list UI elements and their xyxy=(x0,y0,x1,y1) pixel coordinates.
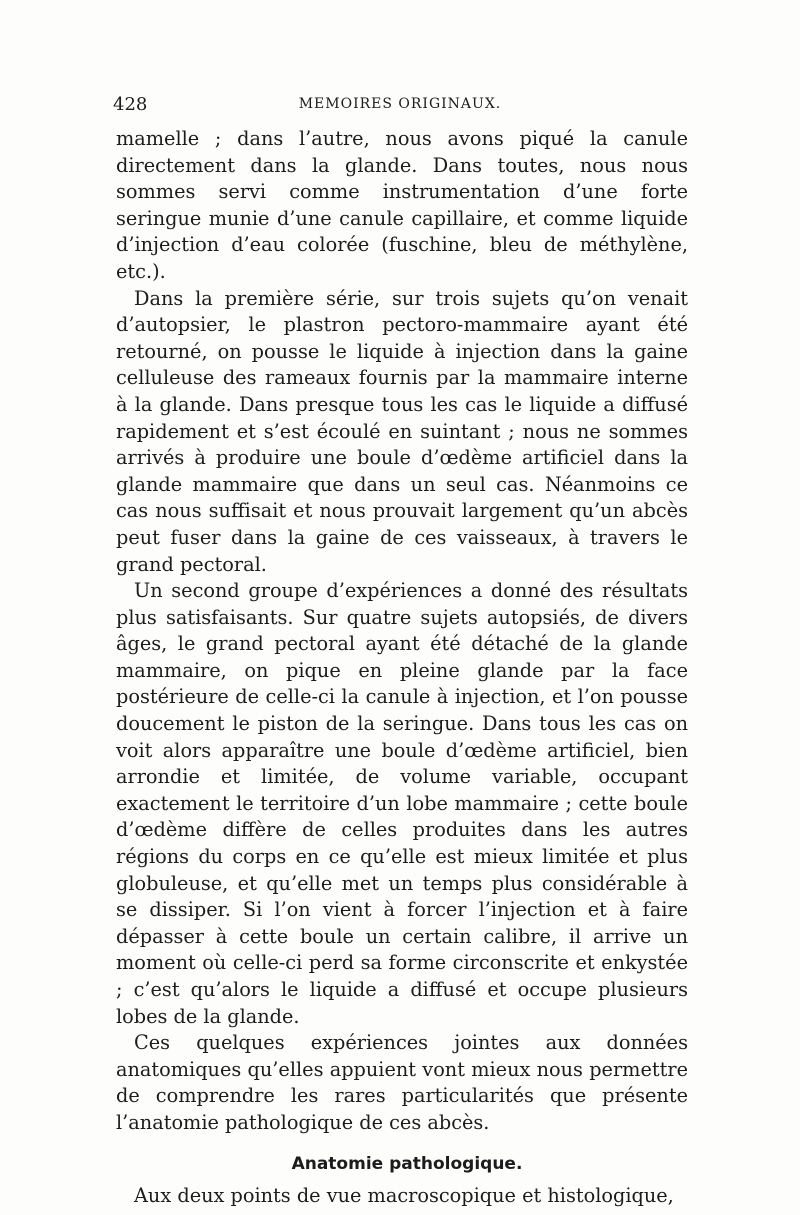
running-head: MEMOIRES ORIGINAUX. xyxy=(298,96,502,112)
paragraph-conclusion: Ces quelques expériences jointes aux données anatomiques qu’elles appuient vont mieux nous permettre de comprendre les rares particularités que présente l’anatomie pathologique de ces abcès. xyxy=(116,1031,688,1134)
paragraph-final-line: Aux deux points de vue macroscopique et histologique, xyxy=(134,1184,674,1208)
paragraph-continued: mamelle ; dans l’autre, nous avons piqué la canule directement dans la glande. Dans toutes, nous nous sommes servi comme instrumentation d’une forte seringue munie d’une canule capillaire, et comme liquide d’injection d’eau colorée (fuschine, bleu de méthylène, etc.). xyxy=(116,127,688,283)
body-text xyxy=(116,126,688,1210)
paragraph-second-group: Un second groupe d’expériences a donné des résultats plus satisfaisants. Sur quatre sujets autopsiés, de divers âges, le grand pectoral ayant été détaché de la glande mammaire, on pique en pleine glande par la face postérieure de celle-ci la canule à injection, et l’on pousse doucement le piston de la seringue. Dans tous les cas on voit alors apparaître une boule d’œdème artificiel, bien arrondie et limitée, de volume variable, occupant exactement le territoire d’un lobe mammaire ; cette boule d’œdème diffère de celles produites dans les autres régions du corps en ce qu’elle est mieux limitée et plus globuleuse, et qu’elle met un temps plus considérable à se dissiper. Si l’on vient à forcer l’injection et à faire dépasser à cette boule un certain calibre, il arrive un moment où celle-ci perd sa forme circonscrite et enkystée ; c’est qu’alors le liquide a diffusé et occupe plusieurs lobes de la glande. xyxy=(116,579,688,1028)
page-number: 428 xyxy=(113,94,148,115)
section-heading: Anatomie pathologique. xyxy=(291,1153,523,1174)
page-header xyxy=(113,94,687,118)
paragraph-first-series: Dans la première série, sur trois sujets qu’on venait d’autopsier, le plastron pectoro-mammaire ayant été retourné, on pousse le liquide à injection dans la gaine celluleuse des rameaux fournis par la mammaire interne à la glande. Dans presque tous les cas le liquide a diffusé rapidement et s’est écoulé en suintant ; nous ne sommes arrivés à produire une boule d’œdème artificiel dans la glande mammaire que dans un seul cas. Néanmoins ce cas nous suffisait et nous prouvait largement qu’un abcès peut fuser dans la gaine de ces vaisseaux, à travers le grand pectoral. xyxy=(116,286,688,576)
